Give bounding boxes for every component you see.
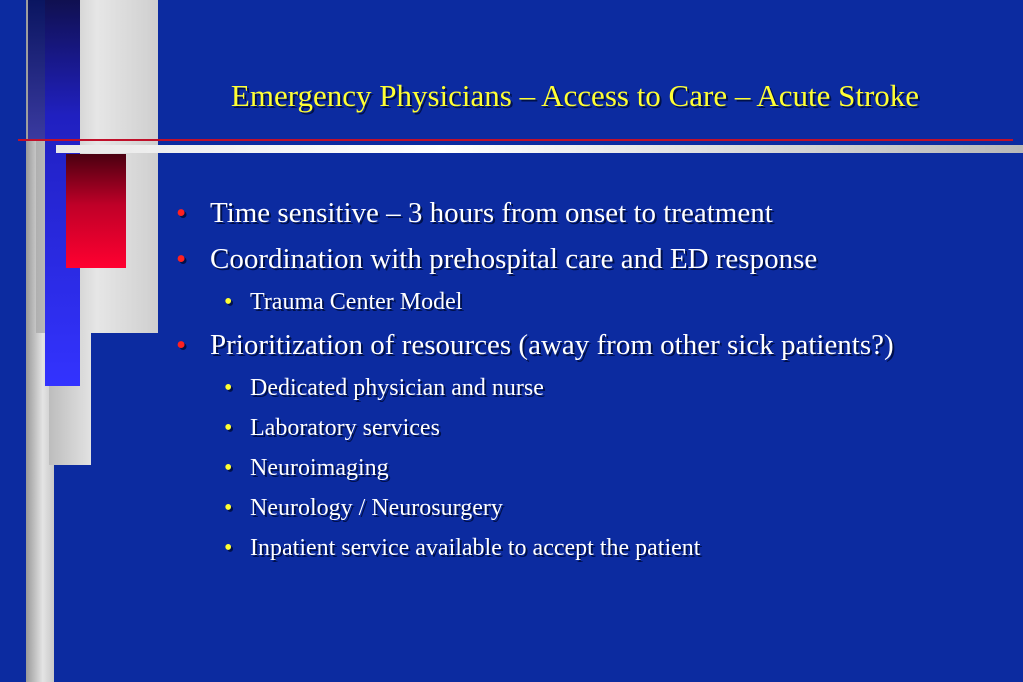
bullet-item: [172, 241, 992, 277]
sub-bullet-item: [172, 373, 992, 403]
bullet-list: [172, 195, 992, 573]
sub-bullet-text: Dedicated physician and nurse: [250, 375, 544, 401]
title-underline-red: [18, 139, 1013, 141]
sub-bullet-item: [172, 287, 992, 317]
sub-bullet-text: Inpatient service available to accept the patient: [250, 535, 701, 561]
deco-red-block: [66, 154, 126, 268]
sub-bullet-text: Laboratory services: [250, 415, 440, 441]
sub-bullet-text: Neurology / Neurosurgery: [250, 495, 503, 521]
slide-title: Emergency Physicians – Access to Care – Acute Stroke: [230, 78, 920, 113]
sub-bullet-marker: •: [224, 495, 233, 521]
sub-bullet-item: [172, 413, 992, 443]
bullet-text: Coordination with prehospital care and ED response: [210, 243, 818, 275]
bullet-item: [172, 327, 950, 363]
sub-bullet-item: [172, 533, 992, 563]
title-underline-gray: [56, 145, 1023, 153]
sub-bullet-item: [172, 453, 992, 483]
sub-bullet-marker: •: [224, 535, 233, 561]
bullet-text: Prioritization of resources (away from other sick patients?): [210, 329, 894, 361]
sub-bullet-item: [172, 493, 992, 523]
bullet-marker: •: [176, 329, 187, 361]
sub-bullet-marker: •: [224, 289, 233, 315]
bullet-text: Time sensitive – 3 hours from onset to treatment: [210, 197, 773, 229]
sub-bullet-text: Trauma Center Model: [250, 289, 463, 315]
bullet-item: [172, 195, 992, 231]
sub-bullet-marker: •: [224, 415, 233, 441]
sub-bullet-text: Neuroimaging: [250, 455, 389, 481]
bullet-marker: •: [176, 243, 187, 275]
sub-bullet-marker: •: [224, 455, 233, 481]
bullet-marker: •: [176, 197, 187, 229]
sub-bullet-marker: •: [224, 375, 233, 401]
